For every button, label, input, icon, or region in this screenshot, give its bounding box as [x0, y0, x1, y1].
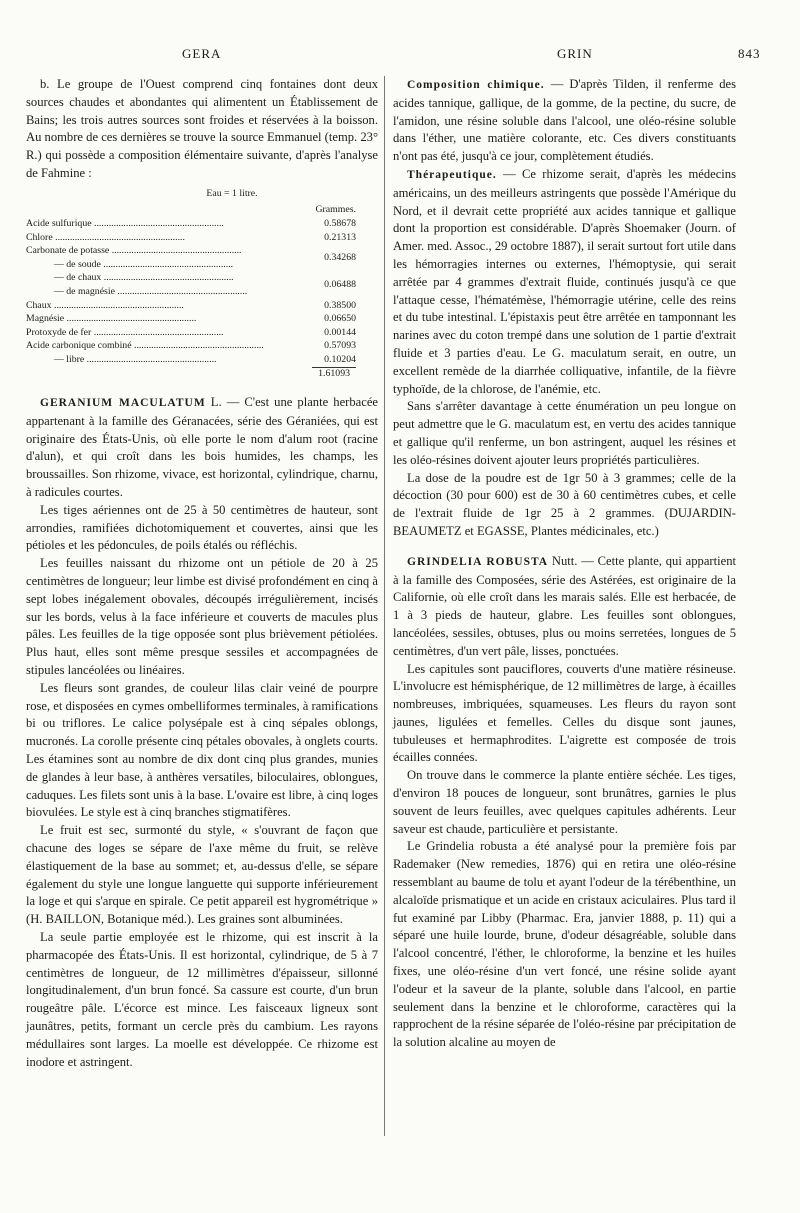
table-caption: Eau = 1 litre.	[206, 187, 258, 199]
section-title: Composition chimique.	[407, 79, 545, 91]
left-column	[26, 76, 378, 1071]
composition-paragraph: Composition chimique. — D'après Tilden, il renferme des acides tannique, gallique, de la gomme, de la pectine, du sucre, de l'amidon, une résine soluble dans l'alcool, une oléo-résine soluble dans l'éther, une matière colorante, etc. Ces divers constituants n'ont pas été, jusqu'à ce jour, complètement étudiés.	[393, 77, 736, 164]
paragraph: Les fleurs sont grandes, de couleur lilas clair veiné de pourpre rose, et disposées en cymes ombelliformes terminales, à ramifications bi ou triflores. Le calice polysépale est à cinq sépales oblongs, mucronés. La corolle présente cinq pétales obovales, à onglets courts. Les étamines sont au nombre de dix dont cinq plus grandes, munies de glandes à leur base, à anthères versatiles, biloculaires, oblongues, caduques. Les filets sont unis à la base. L'ovaire est libre, à cinq loges biovulées. Le style est à cinq branches stigmatifères.	[26, 680, 378, 820]
intro-paragraph: b. Le groupe de l'Ouest comprend cinq fontaines dont deux sources chaudes et abondantes qui alimentent un Établissement de Bains; les trois autres sources sont froides et réservées à la boisson. Au nombre de ces dernières se trouve la source Emmanuel (temp. 23° R.) qui possède a composition élémentaire suivante, d'après l'analyse de Fahmine :	[26, 77, 378, 180]
analysis-table	[26, 187, 378, 380]
entry-title: GERANIUM MACULATUM	[40, 397, 206, 410]
header-left: GERA	[182, 46, 222, 61]
table-row: Acide carbonique combiné ..... 0.57093	[26, 339, 378, 353]
table-row: Protoxyde de fer ..... 0.00144	[26, 326, 378, 340]
paragraph: Les tiges aériennes ont de 25 à 50 centimètres de hauteur, sont arrondies, ramifiées dichotomiquement et couvertes, ainsi que les pétioles et les pédoncules, de poils étalés ou réfléchis.	[26, 502, 378, 553]
grindelia-entry: GRINDELIA ROBUSTA Nutt. — Cette plante, qui appartient à la famille des Composées, série des Astérées, est originaire de la Californie, où elle croît dans les marais salés. Elle est herbacée, de 1 à 3 pieds de hauteur, glabre. Les feuilles sont oblongues, lancéolées, sessiles, obtuses, plus ou moins serretées, longues de 5 centimètres, d'un vert pâle, lisses, ponctuées.	[393, 553, 736, 658]
paragraph: Les feuilles naissant du rhizome ont un pétiole de 20 à 25 centimètres de longueur; leur limbe est divisé profondément en cinq à sept lobes inégalement obovales, découpés irrégulièrement, incisés sur les bords, velus à la face inférieure et couverts de macules plus pâles. Les feuilles de la tige opposée sont plus brièvement pétiolées. Plus haut, elles sont même presque sessiles et accompagnées de stipules lancéolées ou linéaires.	[26, 556, 378, 678]
entry-author: L.	[210, 395, 222, 410]
paragraph: Les capitules sont pauciflores, couverts d'une matière résineuse. L'involucre est hémisphérique, de 12 millimètres de large, à écailles nombreuses, imbriquées, squameuses. Les fleurs du rayon sont jaunes, ligulées et femelles. Celles du disque sont jaunes, tubuleuses et hermaphrodites. L'aigrette est composée de trois écailles connées.	[393, 661, 736, 765]
page-number: 843	[738, 46, 761, 61]
table-row: — de soude ..... 0.34268	[26, 258, 378, 272]
table-unit: Grammes.	[315, 204, 356, 216]
paragraph: Le fruit est sec, surmonté du style, « s'ouvrant de façon que chacune des loges se sépare de l'axe même du fruit, se relève élastiquement de la base au sommet; et, au-dessus d'elle, se sépare également du style une longue languette qui supporte inférieurement la loge et qui s'arque en spirale. Ce petit appareil est hygrométrique » (H. BAILLON, Botanique méd.). Les graines sont albuminées.	[26, 823, 378, 927]
table-row: — de chaux .....	[26, 271, 378, 285]
table-row: Magnésie ..... 0.06650	[26, 312, 378, 326]
table-total: 1.61093	[26, 367, 378, 381]
running-header	[0, 46, 800, 66]
paragraph: On trouve dans le commerce la plante entière séchée. Les tiges, d'environ 18 pouces de longueur, sont brunâtres, garnies le plus souvent de leurs feuilles, avec quelques capitules adhérents. Leur saveur est chaude, particulière et persistante.	[393, 768, 736, 836]
paragraph: Sans s'arrêter davantage à cette énumération un peu longue on peut admettre que le G. maculatum est, en vertu des acides tannique et gallique qu'il renferme, un bon astringent, auquel les résines et les oléo-résines doivent ajouter leurs propriétés particulières.	[393, 399, 736, 467]
table-row: Chaux ..... 0.38500	[26, 299, 378, 313]
paragraph: La dose de la poudre est de 1gr 50 à 3 grammes; celle de la décoction (30 pour 600) est de 30 à 60 centimètres cubes, et celle de l'extrait fluide de 1gr 25 à 2 grammes. (DUJARDIN-BEAUMETZ et EGASSE, Plantes médicinales, etc.)	[393, 470, 736, 538]
header-center: GRIN	[557, 46, 593, 61]
paragraph: La seule partie employée est le rhizome, qui est inscrit à la pharmacopée des États-Unis. Il est horizontal, cylindrique, de 5 à 7 centimètres de longueur, de 12 millimètres d'épaisseur, sillonné longitudinalement, d'un brun foncé. Sa cassure est courte, d'un brun rougeâtre pâle. L'écorce est mince. Les faisceaux ligneux sont jaunâtres, petits, formant un cercle près du cambium. Les rayons médullaires sont larges. La moelle est développée. Ce rhizome est inodore et astringent.	[26, 930, 378, 1069]
right-column	[393, 76, 736, 1052]
geranium-entry: GERANIUM MACULATUM L. — C'est une plante herbacée appartenant à la famille des Géranacées, série des Géraniées, qui est originaire des États-Unis, où elle porte le nom d'alum root (racine d'alun), et qui croît dans les bois humides, les champs, les broussailles. Son rhizome, vivace, est horizontal, cylindrique, charnu, à radicules courtes.	[26, 395, 379, 500]
entry-title: GRINDELIA ROBUSTA	[407, 555, 549, 568]
table-row: Chlore ..... 0.21313	[26, 231, 378, 245]
paragraph: Le Grindelia robusta a été analysé pour la première fois par Rademaker (New remedies, 1876) qui en retira une oléo-résine ressemblant au baume de tolu et ayant l'odeur de la térébenthine, un alcaloïde prismatique et un acide en cristaux aciculaires. Plus tard il fut examiné par Libby (Pharmac. Era, janvier 1888, p. 11) qui a séparé une huile lourde, brune, d'odeur désagréable, soluble dans l'alcool concentré, l'éther, le chloroforme, la benzine et les huiles fixes, une oléo-résine d'un vert foncé, une résine solide ayant l'odeur et la saveur de la plante, soluble dans l'alcool, en partie seulement dans la benzine et le chloroforme, caractères qui la rapprochent de la résine séparée de l'oléo-résine par précipitation de la solution alcaline au moyen de	[393, 839, 736, 1050]
table-row: — libre ..... 0.10204	[26, 353, 378, 367]
table-row: Acide sulfurique ..... 0.58678	[26, 217, 378, 231]
therapeutic-paragraph: Thérapeutique. — Ce rhizome serait, d'après les médecins américains, un des meilleurs astringents que possède l'Amérique du Nord, et il devrait cette propriété aux acides tannique et gallique dont la proportion est considérable. D'après Shoemaker (Journ. of Amer. med. Assoc., 29 octobre 1887), il serait surtout fort utile dans les hémorragies internes ou externes, l'hémoptysie, qui serait arrêtée par 4 grammes d'extrait fluide, continués jusqu'à ce que l'attaque cesse, l'hématémèse, l'hémorragie utérine, celle des reins et du tube intestinal. L'épistaxis peut être arrêtée en tamponnant les narines avec du coton trempé dans une solution de 1 partie d'extrait fluide et 3 parties d'eau. Le G. maculatum serait, en outre, un excellent remède de la diarrhée colliquative, infantile, de la fièvre typhoïde, de la chlorose, de l'anémie, etc.	[393, 166, 737, 396]
section-title: Thérapeutique.	[407, 168, 497, 181]
table-row: Carbonate de potasse .....	[26, 244, 378, 258]
table-row: — de magnésie ..... 0.06488	[26, 285, 378, 299]
entry-author: Nutt.	[551, 553, 578, 568]
